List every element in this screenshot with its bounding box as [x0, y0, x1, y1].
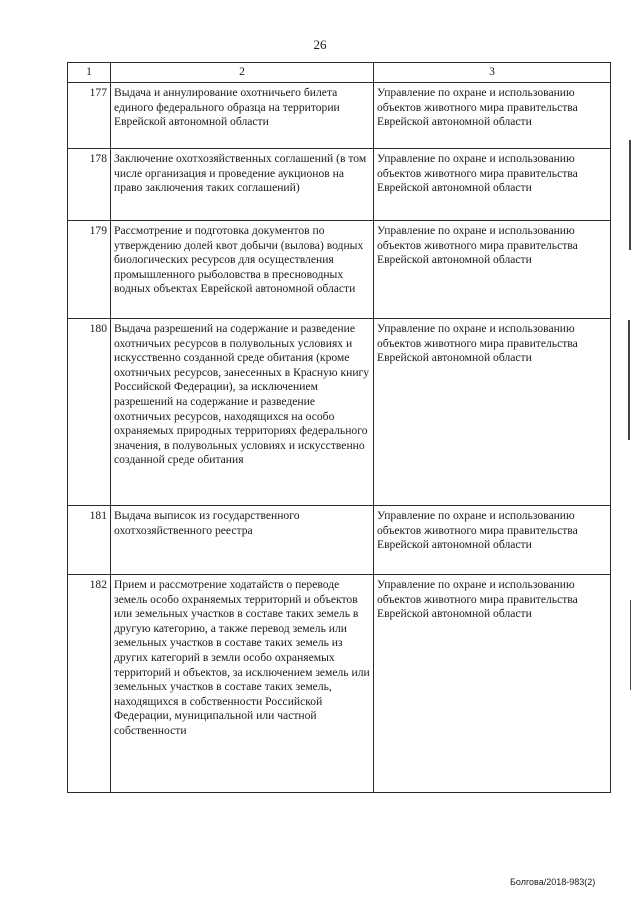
scan-edge-mark — [628, 320, 630, 440]
table-header-row — [68, 63, 611, 83]
row-number: 182 — [68, 575, 111, 793]
document-footer-code: Болгова/2018-983(2) — [510, 877, 596, 887]
responsible-authority: Управление по охране и использованию объектов животного мира правительства Еврейской автономной области — [374, 506, 611, 575]
table-row — [68, 575, 611, 793]
scan-edge-mark — [629, 140, 631, 250]
header-col-authority: 3 — [374, 63, 611, 83]
page-number: 26 — [313, 37, 327, 52]
responsible-authority: Управление по охране и использованию объектов животного мира правительства Еврейской автономной области — [374, 83, 611, 149]
responsible-authority: Управление по охране и использованию объектов животного мира правительства Еврейской автономной области — [374, 149, 611, 221]
service-name: Выдача и аннулирование охотничьего билета единого федерального образца на территории Еврейской автономной области — [111, 83, 374, 149]
services-table — [67, 62, 611, 793]
row-number: 181 — [68, 506, 111, 575]
header-col-number: 1 — [68, 63, 111, 83]
table-row — [68, 83, 611, 149]
row-number: 178 — [68, 149, 111, 221]
service-name: Прием и рассмотрение ходатайств о переводе земель особо охраняемых территорий и объектов или земельных участков в составе таких земель в другую категорию, а также перевод земель или земельных участков в составе таких земель из других категорий в земли особо охраняемых территорий и объектов, за исключением земель или земельных участков в составе таких земель, находящихся в собственности Российской Федерации, муниципальной или частной собственности — [111, 575, 374, 793]
table-row — [68, 319, 611, 506]
table-row — [68, 149, 611, 221]
responsible-authority: Управление по охране и использованию объектов животного мира правительства Еврейской автономной области — [374, 319, 611, 506]
responsible-authority: Управление по охране и использованию объектов животного мира правительства Еврейской автономной области — [374, 575, 611, 793]
row-number: 179 — [68, 221, 111, 319]
scan-edge-mark — [630, 600, 631, 690]
header-col-service: 2 — [111, 63, 374, 83]
service-name: Заключение охотхозяйственных соглашений (в том числе организация и проведение аукционов на право заключения таких соглашений) — [111, 149, 374, 221]
responsible-authority: Управление по охране и использованию объектов животного мира правительства Еврейской автономной области — [374, 221, 611, 319]
table-row — [68, 221, 611, 319]
table-row — [68, 506, 611, 575]
row-number: 180 — [68, 319, 111, 506]
service-name: Рассмотрение и подготовка документов по утверждению долей квот добычи (вылова) водных биологических ресурсов для осуществления промышленного рыболовства в пресноводных водных объектах Еврейской автономной области — [111, 221, 374, 319]
service-name: Выдача выписок из государственного охотхозяйственного реестра — [111, 506, 374, 575]
row-number: 177 — [68, 83, 111, 149]
service-name: Выдача разрешений на содержание и разведение охотничьих ресурсов в полувольных условиях и искусственно созданной среде обитания (кроме охотничьих ресурсов, занесенных в Красную книгу Российской Федерации), за исключением разрешений на содержание и разведение охотничьих ресурсов, находящихся на особо охраняемых природных территориях федерального значения, в полувольных условиях и искусственно созданной среде обитания — [111, 319, 374, 506]
